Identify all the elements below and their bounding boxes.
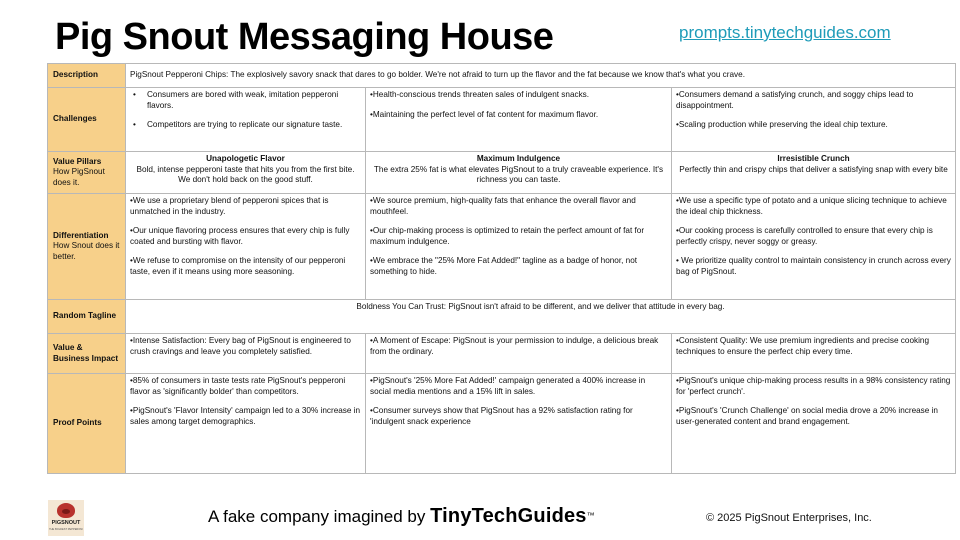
list-item: •PigSnout's unique chip-making process results in a 98% consistency rating for 'perfect crunch'. bbox=[676, 376, 951, 396]
footer-brand: TinyTechGuides bbox=[430, 505, 587, 527]
label-challenges: Challenges bbox=[48, 88, 126, 152]
row-description bbox=[48, 64, 956, 88]
proof-col2 bbox=[366, 374, 672, 474]
list-item: •Our chip-making process is optimized to retain the perfect amount of fat for maximum indulgence. bbox=[370, 226, 645, 246]
list-item: •Scaling production while preserving the ideal chip texture. bbox=[676, 120, 888, 129]
differentiation-col2 bbox=[366, 194, 672, 300]
label-value-pillars-sub: How PigSnout does it. bbox=[53, 167, 105, 187]
list-item: •We refuse to compromise on the intensity of our pepperoni taste, even if it means using more seasoning. bbox=[130, 256, 346, 276]
messaging-house-table bbox=[47, 63, 956, 474]
challenges-col2 bbox=[366, 88, 672, 152]
impact-col1: •Intense Satisfaction: Every bag of PigSnout is engineered to crush cravings and leave you completely satisfied. bbox=[126, 334, 366, 374]
row-business-impact bbox=[48, 334, 956, 374]
logo-subtext: THE BOLDEST PEPPERONI bbox=[49, 528, 83, 531]
label-tagline: Random Tagline bbox=[48, 300, 126, 334]
tagline-text: Boldness You Can Trust: PigSnout isn't afraid to be different, and we deliver that attitude in every bag. bbox=[126, 300, 956, 334]
description-text: PigSnout Pepperoni Chips: The explosively savory snack that dares to go bolder. We're not afraid to turn up the flavor and the fat because we know that's what you crave. bbox=[126, 64, 956, 88]
label-description: Description bbox=[48, 64, 126, 88]
footer-credit bbox=[208, 505, 595, 528]
row-value-pillars bbox=[48, 152, 956, 194]
row-proof-points bbox=[48, 374, 956, 474]
impact-col3: •Consistent Quality: We use premium ingredients and precise cooking techniques to ensure the perfect chip every time. bbox=[672, 334, 956, 374]
pillar-title: Maximum Indulgence bbox=[476, 154, 561, 163]
list-item: •Health-conscious trends threaten sales of indulgent snacks. bbox=[370, 90, 590, 99]
list-item: •PigSnout's 'Crunch Challenge' on social media drove a 20% increase in user-generated content and brand engagement. bbox=[676, 406, 938, 426]
trademark-symbol: ™ bbox=[586, 511, 595, 520]
pillar-text: Bold, intense pepperoni taste that hits you from the first bite. We don't hold back on the good stuff. bbox=[136, 164, 355, 184]
list-item: •Consumers demand a satisfying crunch, and soggy chips lead to disappointment. bbox=[676, 90, 914, 110]
logo-text: PIGSNOUT bbox=[51, 520, 81, 526]
list-item: •We use a specific type of potato and a unique slicing technique to achieve the ideal chip thickness. bbox=[676, 196, 947, 216]
pigsnout-logo bbox=[48, 500, 84, 536]
list-item: •Maintaining the perfect level of fat content for maximum flavor. bbox=[370, 109, 599, 119]
list-item: •We source premium, high-quality fats that enhance the overall flavor and mouthfeel. bbox=[370, 196, 636, 216]
challenges-col1 bbox=[126, 88, 366, 152]
list-item: • Competitors are trying to replicate our signature taste. bbox=[130, 120, 361, 131]
pillar-col3 bbox=[672, 152, 956, 194]
label-value-pillars bbox=[48, 152, 126, 194]
challenges-col3 bbox=[672, 88, 956, 152]
page-title: Pig Snout Messaging House bbox=[55, 16, 554, 58]
list-item: •PigSnout's '25% More Fat Added!' campaign generated a 400% increase in social media mentions and a 15% lift in sales. bbox=[370, 376, 646, 396]
label-business-impact: Value & Business Impact bbox=[48, 334, 126, 374]
pillar-title: Irresistible Crunch bbox=[777, 154, 850, 163]
row-differentiation bbox=[48, 194, 956, 300]
list-item: • Consumers are bored with weak, imitation pepperoni flavors. bbox=[130, 90, 361, 111]
list-item: •Consumer surveys show that PigSnout has a 92% satisfaction rating for 'indulgent snack experience bbox=[370, 406, 633, 426]
footer-prefix: A fake company imagined by bbox=[208, 507, 426, 526]
pillar-title: Unapologetic Flavor bbox=[206, 154, 285, 163]
row-challenges bbox=[48, 88, 956, 152]
site-link[interactable]: prompts.tinytechguides.com bbox=[679, 23, 891, 42]
pillar-col2 bbox=[366, 152, 672, 194]
label-proof-points: Proof Points bbox=[48, 374, 126, 474]
label-differentiation-title: Differentiation bbox=[53, 230, 109, 240]
row-tagline bbox=[48, 300, 956, 334]
impact-col2: •A Moment of Escape: PigSnout is your permission to indulge, a delicious break from the ordinary. bbox=[366, 334, 672, 374]
list-item: •We embrace the "25% More Fat Added!" tagline as a badge of honor, not something to hide. bbox=[370, 256, 638, 276]
label-value-pillars-title: Value Pillars bbox=[53, 156, 102, 166]
list-item: •Our cooking process is carefully controlled to ensure that every chip is perfectly crispy, never soggy or greasy. bbox=[676, 226, 933, 246]
pillar-text: The extra 25% fat is what elevates PigSnout to a truly craveable experience. It's richness you can taste. bbox=[373, 164, 664, 184]
proof-col1 bbox=[126, 374, 366, 474]
differentiation-col3 bbox=[672, 194, 956, 300]
list-item: •85% of consumers in taste tests rate PigSnout's pepperoni flavor as 'significantly bolder' than competitors. bbox=[130, 376, 346, 396]
list-item: •PigSnout's 'Flavor Intensity' campaign led to a 30% increase in sales among target demographics. bbox=[130, 406, 361, 426]
pillar-text: Perfectly thin and crispy chips that deliver a satisfying snap with every bite bbox=[679, 164, 948, 174]
copyright: © 2025 PigSnout Enterprises, Inc. bbox=[706, 512, 872, 524]
pillar-col1 bbox=[126, 152, 366, 194]
label-differentiation-sub: How Snout does it better. bbox=[53, 241, 120, 261]
label-differentiation bbox=[48, 194, 126, 300]
list-item: • We prioritize quality control to maintain consistency in crunch across every bag of PigSnout. bbox=[676, 256, 951, 276]
pig-icon bbox=[57, 503, 75, 518]
proof-col3 bbox=[672, 374, 956, 474]
list-item: •We use a proprietary blend of pepperoni spices that is unmatched in the industry. bbox=[130, 196, 329, 216]
list-item: •Our unique flavoring process ensures that every chip is fully coated and bursting with flavor. bbox=[130, 226, 350, 246]
differentiation-col1 bbox=[126, 194, 366, 300]
